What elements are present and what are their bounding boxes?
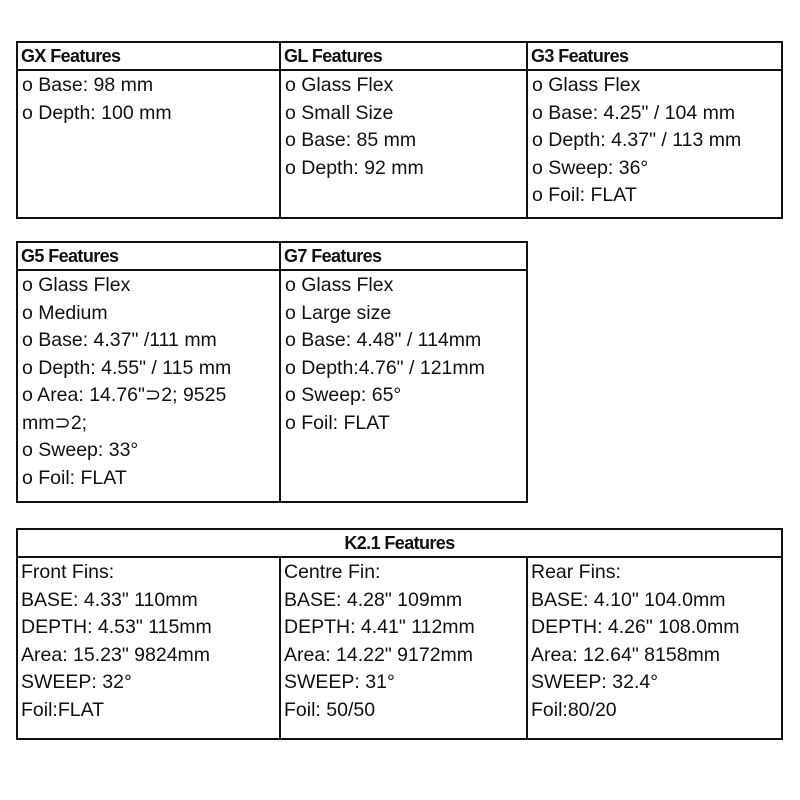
centre-fin-cell xyxy=(280,557,527,739)
feature-item: o Base: 4.25" / 104 mm xyxy=(532,101,736,124)
feature-item: o Sweep: 36° xyxy=(532,156,649,179)
gl-features-cell xyxy=(280,70,527,218)
fin-spec-item: Rear Fins: xyxy=(531,561,621,583)
features-table-k2-1 xyxy=(16,528,783,740)
fin-spec-item: Area: 12.64" 8158mm xyxy=(531,643,721,666)
features-table-g5-g7 xyxy=(16,241,528,503)
fin-spec-item: Front Fins: xyxy=(21,561,115,583)
feature-item: o Medium xyxy=(22,301,108,324)
fin-spec-item: BASE: 4.28" 109mm xyxy=(284,588,463,611)
feature-item: o Foil: FLAT xyxy=(532,184,637,206)
g3-features-header: G3 Features xyxy=(527,42,782,70)
feature-item: o Glass Flex xyxy=(285,274,394,296)
feature-item: o Base: 98 mm xyxy=(22,74,154,96)
feature-item: o Depth: 92 mm xyxy=(285,156,424,179)
k2-1-features-header: K2.1 Features xyxy=(17,529,782,557)
feature-item: o Depth: 4.55" / 115 mm xyxy=(22,356,232,379)
feature-item: o Base: 4.48" / 114mm xyxy=(285,329,482,351)
feature-item: o Area: 14.76"⊃2; 9525 mm⊃2; xyxy=(22,384,227,434)
feature-item: o Base: 85 mm xyxy=(285,129,417,151)
feature-item: o Glass Flex xyxy=(532,74,641,96)
fin-spec-item: DEPTH: 4.41" 112mm xyxy=(284,616,475,638)
fin-spec-item: SWEEP: 32° xyxy=(21,671,132,693)
features-table-gx-gl-g3 xyxy=(16,41,783,219)
fin-spec-item: BASE: 4.33" 110mm xyxy=(21,588,198,611)
fin-spec-item: Foil: 50/50 xyxy=(284,698,376,721)
feature-item: o Sweep: 65° xyxy=(285,384,402,406)
gx-features-cell xyxy=(17,70,280,218)
fin-spec-item: Area: 14.22" 9172mm xyxy=(284,643,474,666)
g7-features-cell xyxy=(280,270,527,502)
fin-spec-item: Foil:80/20 xyxy=(531,698,617,721)
feature-item: o Depth:4.76" / 121mm xyxy=(285,356,485,379)
feature-item: o Glass Flex xyxy=(285,74,394,96)
feature-item: o Foil: FLAT xyxy=(285,411,390,434)
front-fins-cell xyxy=(17,557,280,739)
feature-item: o Base: 4.37" /111 mm xyxy=(22,329,217,351)
feature-item: o Large size xyxy=(285,301,392,324)
g5-features-header: G5 Features xyxy=(17,242,280,270)
feature-item: o Sweep: 33° xyxy=(22,439,139,461)
fin-spec-item: Foil:FLAT xyxy=(21,698,105,721)
gx-features-header: GX Features xyxy=(17,42,280,70)
fin-spec-item: Centre Fin: xyxy=(284,561,381,583)
feature-item: o Foil: FLAT xyxy=(22,466,127,489)
fin-spec-item: DEPTH: 4.26" 108.0mm xyxy=(531,616,740,638)
g7-features-header: G7 Features xyxy=(280,242,527,270)
fin-spec-item: Area: 15.23" 9824mm xyxy=(21,643,211,666)
feature-item: o Depth: 100 mm xyxy=(22,101,172,124)
fin-spec-item: SWEEP: 32.4° xyxy=(531,671,659,693)
feature-item: o Glass Flex xyxy=(22,274,131,296)
g3-features-cell xyxy=(527,70,782,218)
feature-item: o Depth: 4.37" / 113 mm xyxy=(532,129,742,151)
feature-item: o Small Size xyxy=(285,101,394,124)
fin-spec-item: DEPTH: 4.53" 115mm xyxy=(21,616,212,638)
rear-fins-cell xyxy=(527,557,782,739)
g5-features-cell xyxy=(17,270,280,502)
gl-features-header: GL Features xyxy=(280,42,527,70)
fin-spec-item: BASE: 4.10" 104.0mm xyxy=(531,588,726,611)
fin-spec-item: SWEEP: 31° xyxy=(284,671,395,693)
